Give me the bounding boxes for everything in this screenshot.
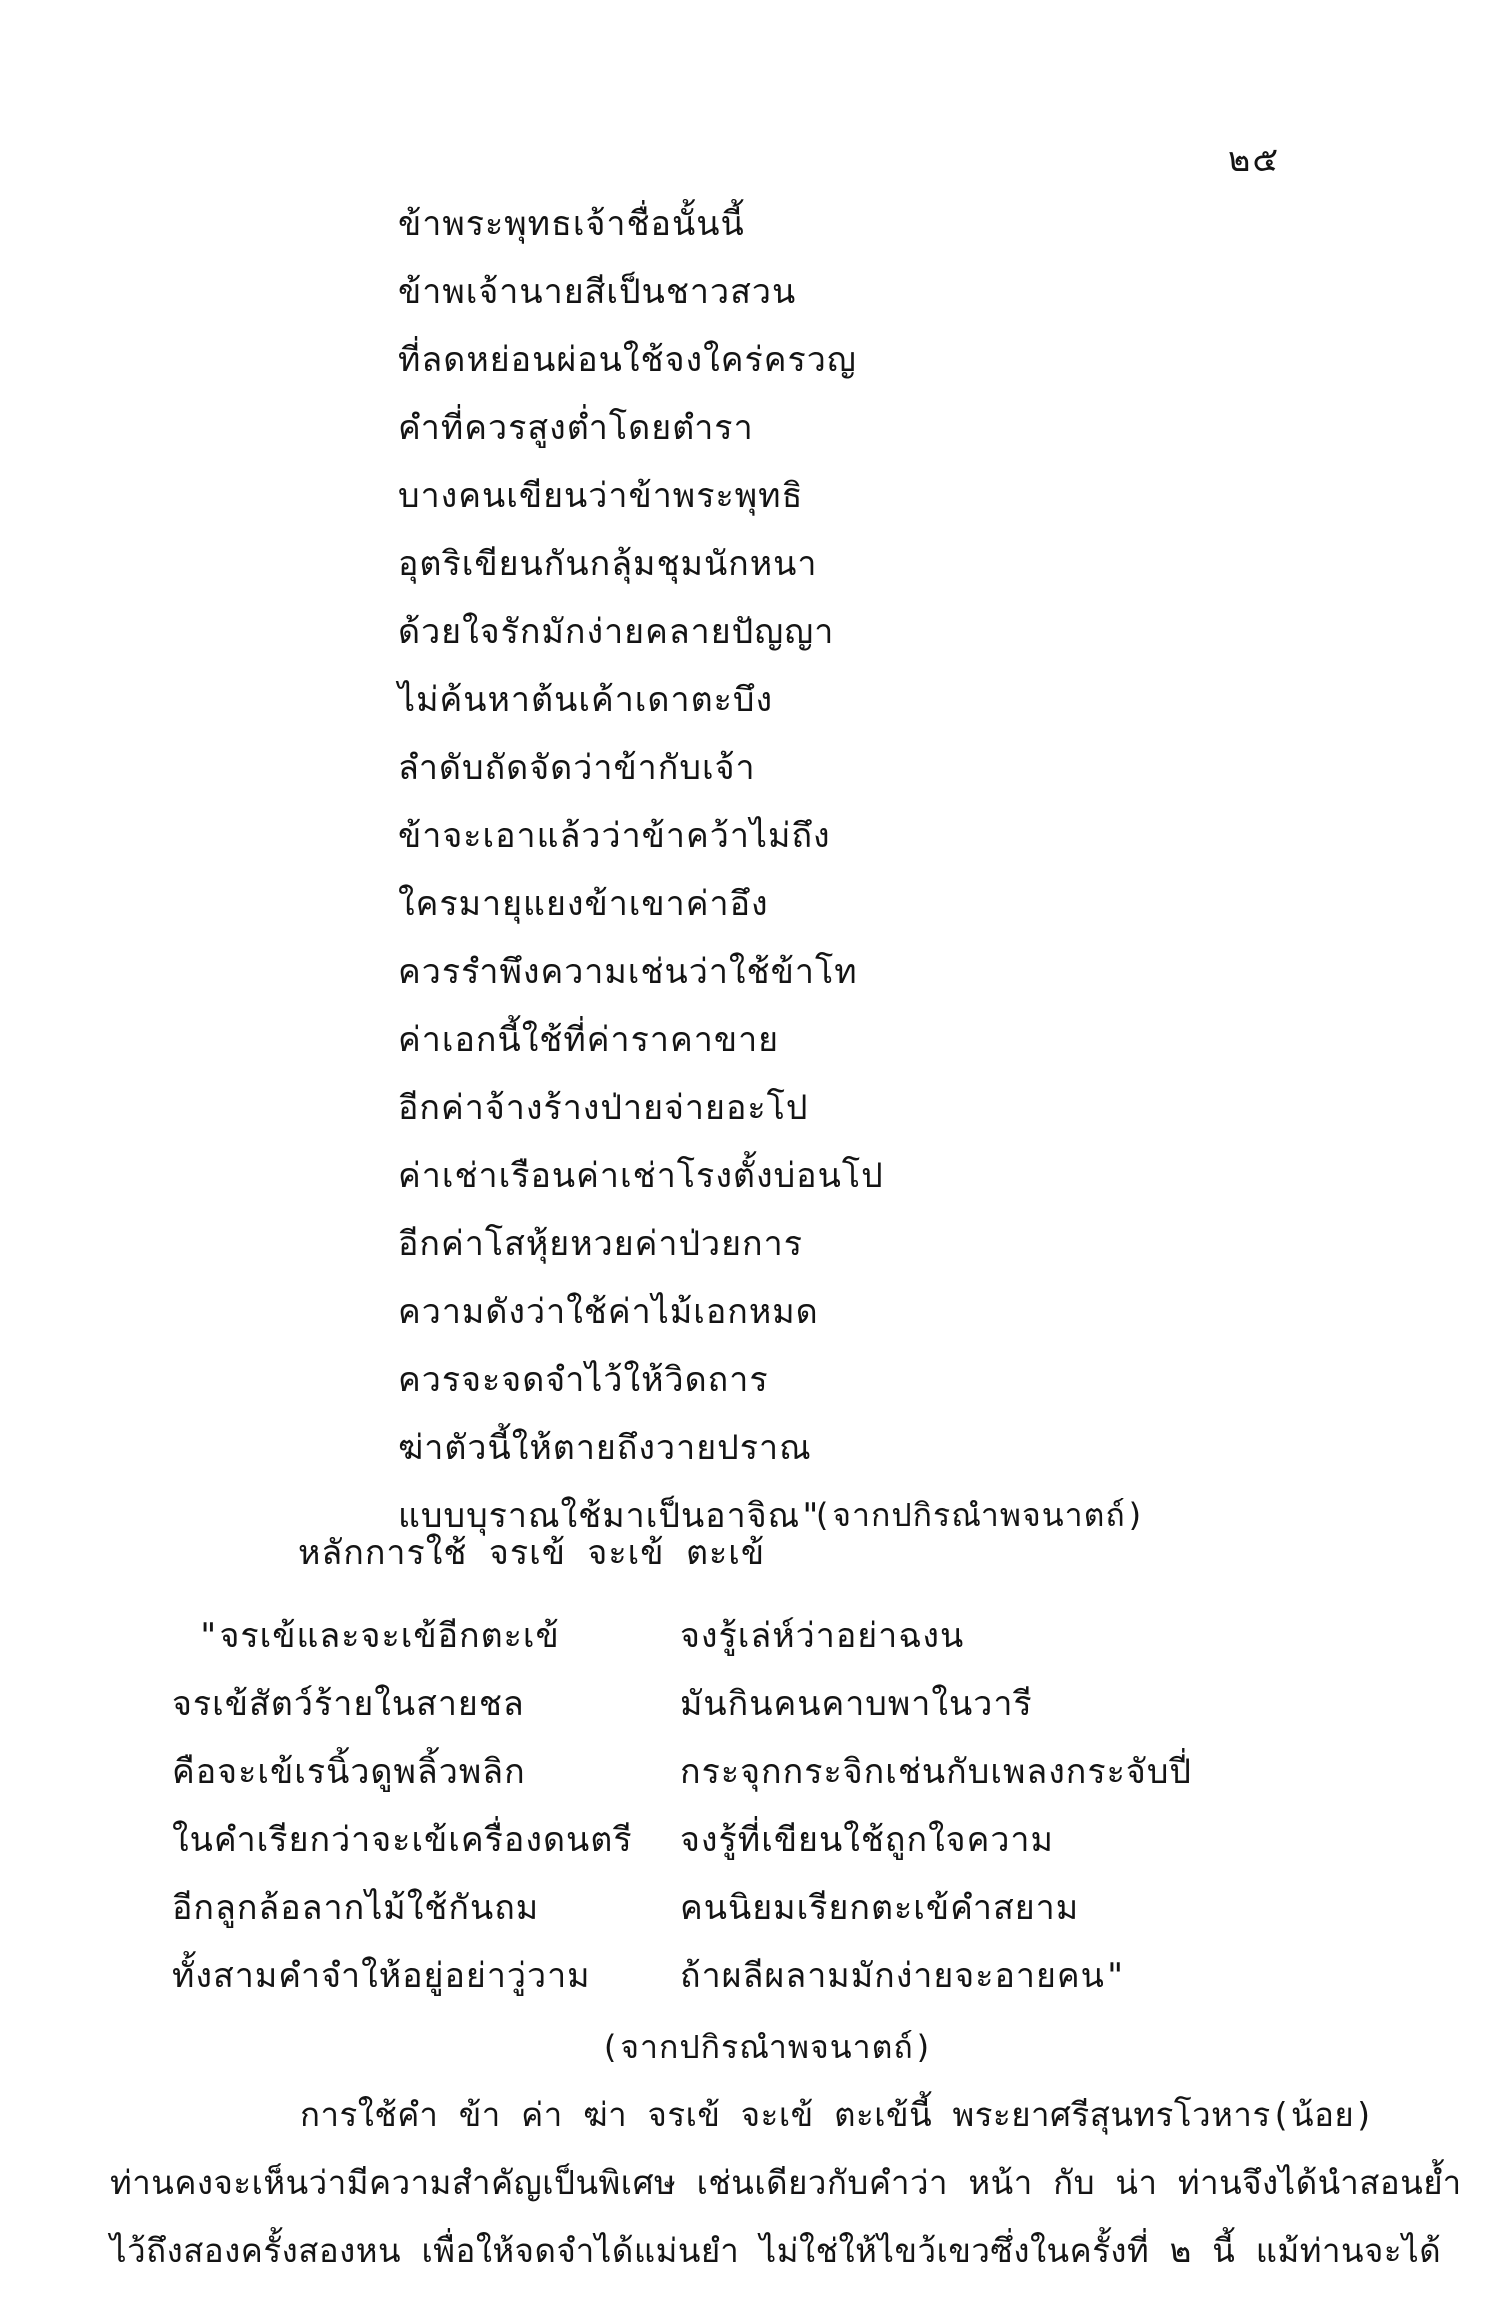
poem-1-line: ข้าจะเอาแล้วว่าข้าคว้าไม่ถึง bbox=[398, 816, 831, 856]
poem-1-line: ที่ลดหย่อนผ่อนใช้จงใคร่ครวญ bbox=[398, 340, 857, 380]
poem-1-line: อีกค่าจ้างร้างป่ายจ่ายอะโป bbox=[398, 1088, 809, 1128]
poem-1-line: ลำดับถัดจัดว่าข้ากับเจ้า bbox=[398, 748, 756, 788]
poem-2-left: จรเข้สัตว์ร้ายในสายชล bbox=[172, 1684, 525, 1724]
poem-1-line: ควรรำพึงความเช่นว่าใช้ข้าโท bbox=[398, 952, 858, 992]
poem-1-line: ฆ่าตัวนี้ให้ตายถึงวายปราณ bbox=[398, 1428, 812, 1468]
poem-1-line: ค่าเอกนี้ใช้ที่ค่าราคาขาย bbox=[398, 1020, 780, 1060]
poem-2-left: ในคำเรียกว่าจะเข้เครื่องดนตรี bbox=[172, 1820, 633, 1860]
poem-2-right: จงรู้เล่ห์ว่าอย่าฉงน bbox=[680, 1616, 965, 1656]
poem-1-line: ควรจะจดจำไว้ให้วิดถาร bbox=[398, 1360, 769, 1400]
poem-2-left: คือจะเข้เรนิ้วดูพลิ้วพลิก bbox=[172, 1752, 526, 1792]
paragraph-line: ไว้ถึงสองครั้งสองหน เพื่อให้จดจำได้แม่นยำ ไม่ใช่ให้ไขว้เขวซึ่งในครั้งที่ ๒ นี้ แม้ท่านจะได้ bbox=[110, 2231, 1442, 2270]
poem-2-right: มันกินคนคาบพาในวารี bbox=[680, 1684, 1033, 1724]
poem-2-left: อีกลูกล้อลากไม้ใช้กันถม bbox=[172, 1888, 540, 1928]
poem-2-left: "จรเข้และจะเข้อีกตะเข้ bbox=[198, 1616, 560, 1656]
poem-1-line: ไม่ค้นหาต้นเค้าเดาตะบึง bbox=[398, 680, 774, 720]
poem-1-line: ข้าพระพุทธเจ้าชื่อนั้นนี้ bbox=[398, 204, 745, 244]
poem-1-line: แบบบุราณใช้มาเป็นอาจิณ" bbox=[398, 1496, 822, 1536]
poem-1-line: อีกค่าโสหุ้ยหวยค่าป่วยการ bbox=[398, 1224, 803, 1264]
poem-1-line: ความดังว่าใช้ค่าไม้เอกหมด bbox=[398, 1292, 819, 1332]
paragraph-line: การใช้คำ ข้า ค่า ฆ่า จรเข้ จะเข้ ตะเข้นี้ พระยาศรีสุนทรโวหาร(น้อย) bbox=[300, 2095, 1375, 2134]
poem-1-line: ด้วยใจรักมักง่ายคลายปัญญา bbox=[398, 612, 835, 652]
poem-1-line: อุตริเขียนกันกลุ้มชุมนักหนา bbox=[398, 544, 818, 584]
poem-2-left: ทั้งสามคำจำให้อยู่อย่าวู่วาม bbox=[172, 1956, 591, 1996]
source-citation: (จากปกิรณำพจนาตถ์) bbox=[600, 2028, 934, 2066]
poem-1-line: ใครมายุแยงข้าเขาค่าอึง bbox=[398, 884, 769, 924]
poem-1-line: บางคนเขียนว่าข้าพระพุทธิ bbox=[398, 476, 804, 516]
poem-2-right: คนนิยมเรียกตะเข้คำสยาม bbox=[680, 1888, 1080, 1928]
poem-2-right: จงรู้ที่เขียนใช้ถูกใจความ bbox=[680, 1820, 1054, 1860]
page-number: ๒๕ bbox=[1228, 140, 1281, 180]
poem-2-right: กระจุกกระจิกเช่นกับเพลงกระจับปี่ bbox=[680, 1752, 1193, 1792]
poem-1-line: คำที่ควรสูงต่ำโดยตำรา bbox=[398, 408, 754, 448]
poem-1-line: ข้าพเจ้านายสีเป็นชาวสวน bbox=[398, 272, 797, 312]
paragraph-line: ท่านคงจะเห็นว่ามีความสำคัญเป็นพิเศษ เช่นเดียวกับคำว่า หน้า กับ น่า ท่านจึงได้นำสอนย้ำ bbox=[110, 2163, 1462, 2202]
section-heading: หลักการใช้ จรเข้ จะเข้ ตะเข้ bbox=[298, 1533, 766, 1573]
source-citation: (จากปกิรณำพจนาตถ์) bbox=[812, 1496, 1146, 1534]
poem-2-right: ถ้าผลีผลามมักง่ายจะอายคน" bbox=[680, 1956, 1127, 1996]
poem-1-line: ค่าเช่าเรือนค่าเช่าโรงตั้งบ่อนโป bbox=[398, 1156, 884, 1196]
